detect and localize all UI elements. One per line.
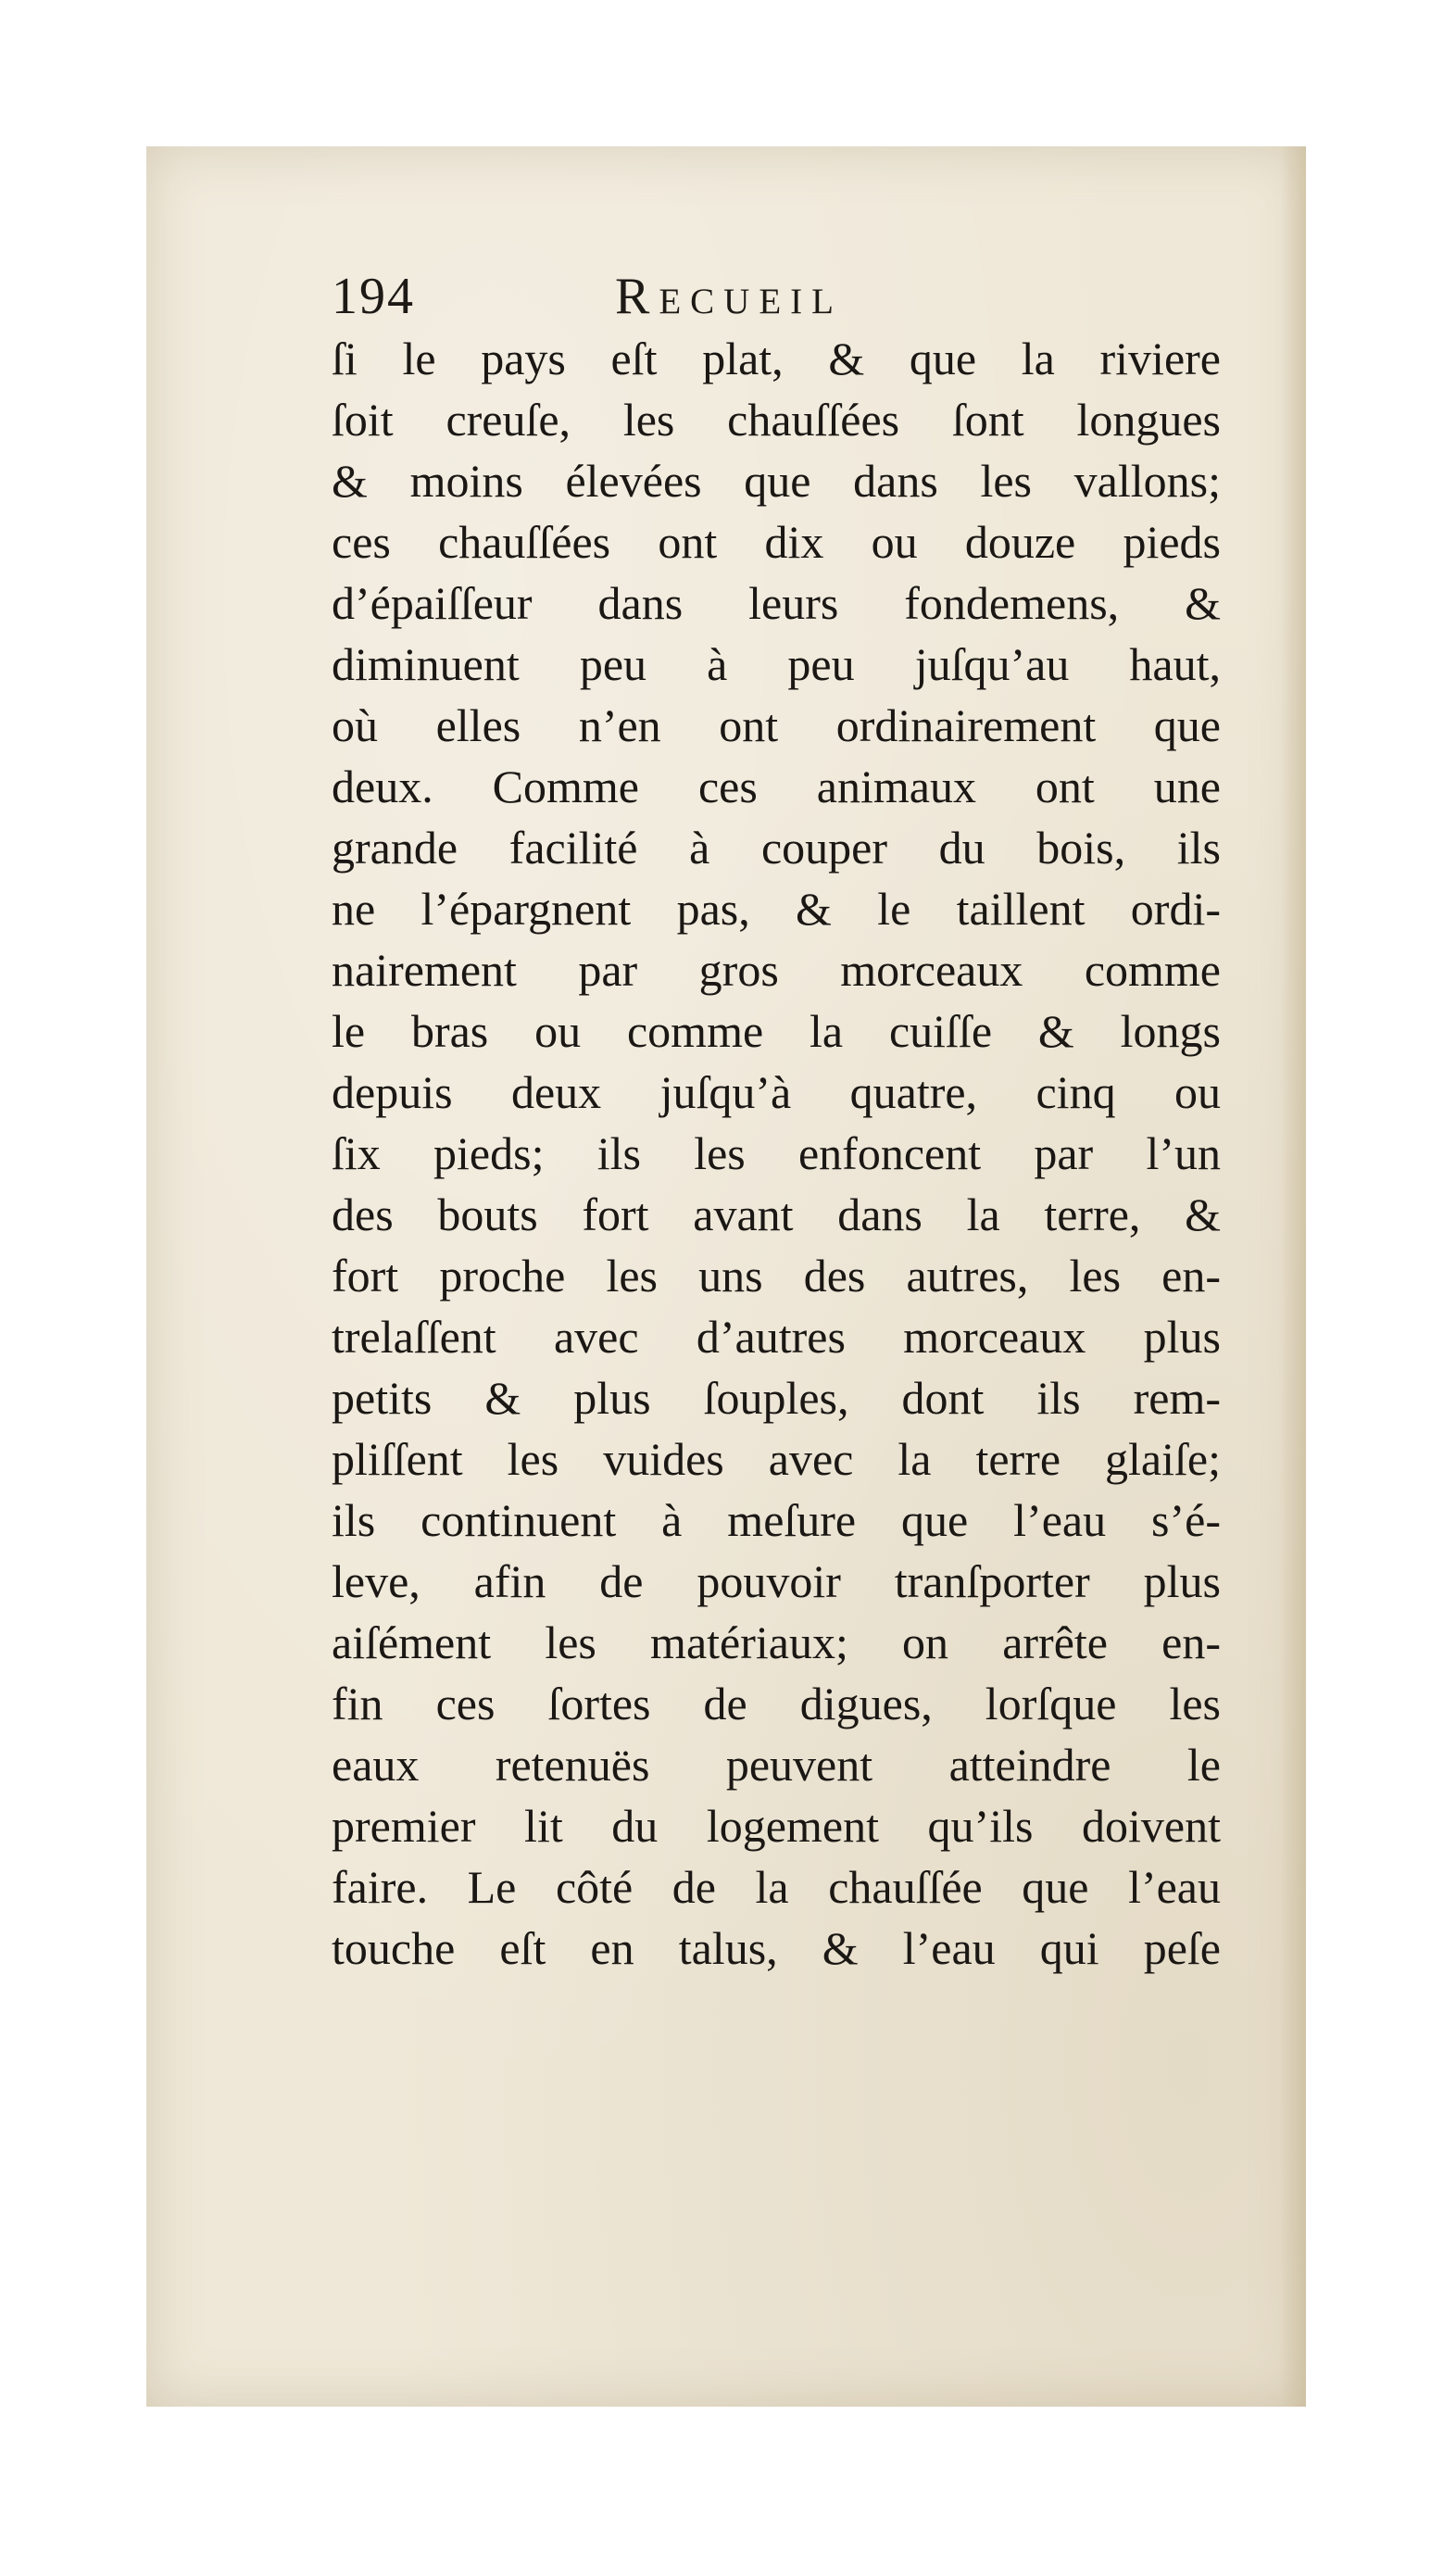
text-line: fort proche les uns des autres, les en-	[332, 1250, 1221, 1302]
text-line: pliſſent les vuides avec la terre glaiſe;	[332, 1433, 1221, 1485]
page-edge-shadow	[1280, 146, 1306, 2407]
text-line: ſix pieds; ils les enfoncent par l’un	[332, 1127, 1221, 1179]
text-line: où elles n’en ont ordinairement que	[332, 699, 1221, 751]
text-line: nairement par gros morceaux comme	[332, 944, 1221, 996]
text-line: leve, afin de pouvoir tranſporter plus	[332, 1555, 1221, 1607]
text-line: premier lit du logement qu’ils doivent	[332, 1800, 1221, 1852]
text-line: touche eſt en talus, & l’eau qui peſe	[332, 1922, 1221, 1974]
book-page	[146, 146, 1306, 2407]
text-line: d’épaiſſeur dans leurs fondemens, &	[332, 577, 1221, 629]
page-number: 194	[332, 268, 415, 325]
text-line: le bras ou comme la cuiſſe & longs	[332, 1005, 1221, 1057]
text-line: ſi le pays eſt plat, & que la riviere	[332, 333, 1221, 384]
text-line: ils continuent à meſure que l’eau s’é-	[332, 1494, 1221, 1546]
running-title: Recueil	[615, 268, 843, 325]
text-line: aiſément les matériaux; on arrête en-	[332, 1616, 1221, 1668]
text-line: depuis deux juſqu’à quatre, cinq ou	[332, 1066, 1221, 1118]
text-line: & moins élevées que dans les vallons;	[332, 455, 1221, 507]
text-line: diminuent peu à peu juſqu’au haut,	[332, 638, 1221, 690]
body-text	[332, 328, 1221, 1979]
text-line: eaux retenuës peuvent atteindre le	[332, 1739, 1221, 1791]
text-line: deux. Comme ces animaux ont une	[332, 761, 1221, 812]
text-line: trelaſſent avec d’autres morceaux plus	[332, 1311, 1221, 1363]
text-line: petits & plus ſouples, dont ils rem-	[332, 1372, 1221, 1424]
text-line: ſoit creuſe, les chauſſées ſont longues	[332, 394, 1221, 446]
text-line: des bouts fort avant dans la terre, &	[332, 1188, 1221, 1240]
text-line: fin ces ſortes de digues, lorſque les	[332, 1678, 1221, 1729]
text-line: grande facilité à couper du bois, ils	[332, 822, 1221, 874]
text-line: ces chauſſées ont dix ou douze pieds	[332, 516, 1221, 568]
text-line: faire. Le côté de la chauſſée que l’eau	[332, 1861, 1221, 1913]
text-line: ne l’épargnent pas, & le taillent ordi-	[332, 883, 1221, 935]
